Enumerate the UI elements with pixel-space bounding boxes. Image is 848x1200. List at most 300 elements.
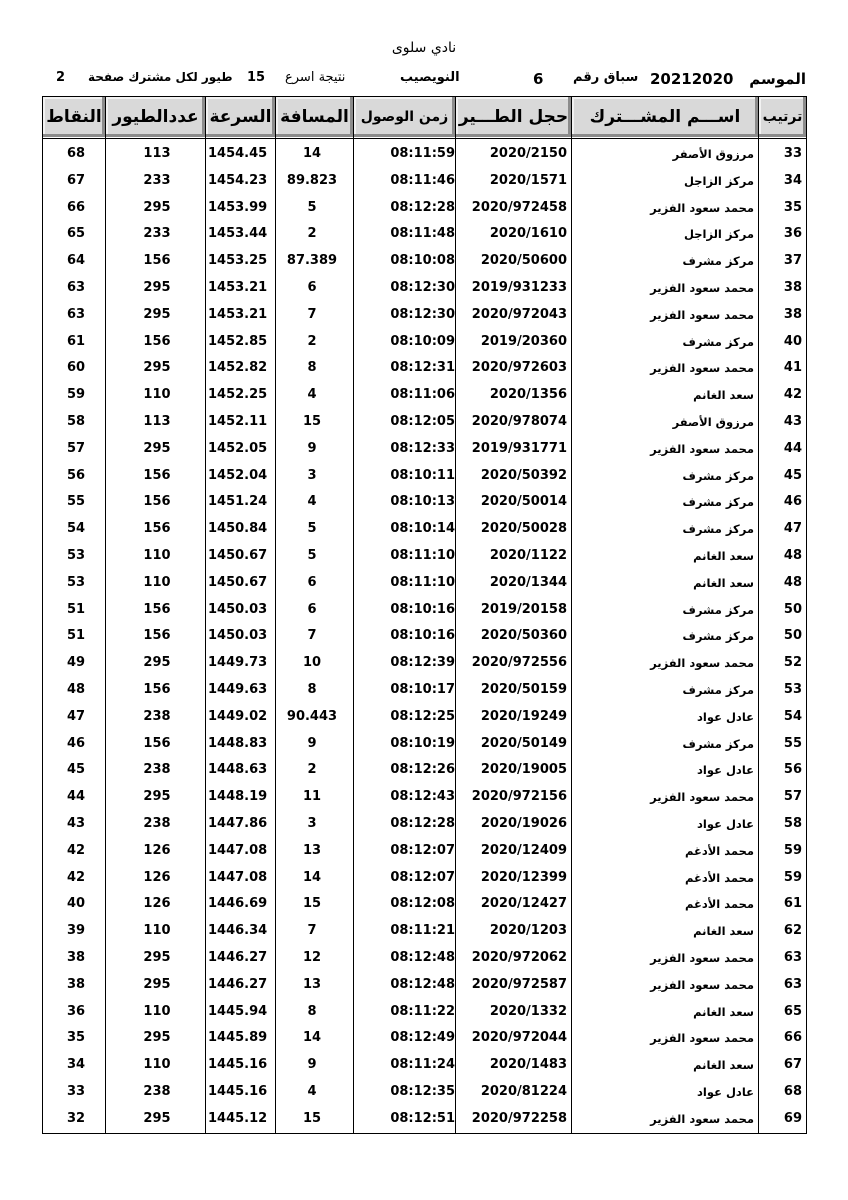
cell-distance: 8: [307, 682, 317, 697]
cell-member: محمد سعود الفزير: [650, 977, 754, 992]
cell-member: مركز مشرف: [682, 495, 754, 510]
cell-speed: 1446.27: [208, 976, 268, 992]
cell-birds: 295: [143, 789, 171, 805]
table-row: [42, 999, 807, 1026]
header-divider: [42, 138, 807, 139]
cell-distance: 13: [302, 842, 322, 858]
table-row: [42, 597, 807, 624]
table-row: [42, 1052, 807, 1079]
cell-member: محمد سعود الفزير: [650, 307, 754, 322]
cell-arrival: 08:10:16: [390, 601, 455, 617]
cell-speed: 1447.08: [208, 842, 268, 858]
table-row: [42, 891, 807, 918]
cell-speed: 1452.25: [208, 387, 268, 403]
cell-arrival: 08:10:16: [390, 628, 455, 644]
cell-member: محمد سعود الفزير: [650, 361, 754, 376]
cell-rank: 53: [783, 682, 802, 697]
cell-distance: 10: [302, 655, 322, 671]
cell-birds: 295: [143, 199, 171, 215]
cell-rank: 61: [783, 896, 802, 912]
table-row: [42, 570, 807, 597]
cell-arrival: 08:11:59: [390, 146, 455, 161]
table-row: [42, 302, 807, 329]
cell-distance: 5: [307, 199, 317, 215]
cell-distance: 14: [302, 869, 322, 885]
table-row: [42, 784, 807, 811]
cell-points: 53: [66, 574, 86, 590]
table-row: [42, 704, 807, 731]
cell-speed: 1450.03: [208, 628, 268, 644]
header-points: النقاط: [43, 97, 105, 137]
cell-points: 67: [66, 172, 86, 188]
table-row: [42, 838, 807, 865]
cell-arrival: 08:11:46: [390, 172, 455, 188]
cell-ring: 2020/972043: [471, 306, 567, 322]
cell-member: عادل عواد: [697, 763, 754, 778]
cell-arrival: 08:12:35: [390, 1084, 455, 1099]
cell-birds: 156: [143, 628, 171, 644]
cell-birds: 110: [143, 574, 171, 590]
cell-rank: 38: [783, 280, 802, 295]
cell-birds: 113: [143, 146, 171, 161]
cell-points: 36: [66, 1003, 86, 1019]
table-row: [42, 329, 807, 356]
cell-distance: 2: [307, 333, 317, 349]
cell-rank: 56: [783, 762, 802, 778]
cell-member: محمد سعود الفزير: [650, 951, 754, 965]
cell-rank: 42: [783, 387, 802, 403]
race-number: 6: [533, 70, 544, 88]
cell-member: محمد سعود الفزير: [650, 281, 754, 295]
cell-arrival: 08:12:48: [390, 950, 455, 965]
cell-points: 34: [66, 1057, 86, 1073]
cell-member: محمد الأدغم: [684, 897, 754, 912]
cell-speed: 1452.05: [208, 440, 268, 456]
cell-distance: 15: [302, 896, 322, 912]
cell-speed: 1450.67: [208, 574, 268, 590]
cell-birds: 156: [143, 494, 171, 510]
cell-points: 51: [66, 601, 86, 617]
cell-distance: 2: [307, 226, 317, 242]
cell-member: مركز مشرف: [682, 334, 754, 349]
cell-speed: 1454.45: [208, 146, 268, 161]
cell-arrival: 08:10:17: [390, 682, 455, 697]
cell-birds: 110: [143, 1057, 171, 1073]
table-row: [42, 436, 807, 463]
cell-birds: 295: [143, 360, 171, 376]
cell-birds: 156: [143, 601, 171, 617]
table-row: [42, 811, 807, 838]
cell-distance: 4: [307, 1084, 317, 1099]
cell-ring: 2019/20158: [480, 601, 567, 617]
cell-speed: 1454.23: [208, 172, 268, 188]
cell-speed: 1453.21: [208, 280, 268, 295]
cell-member: عادل عواد: [697, 1085, 754, 1099]
cell-rank: 62: [783, 923, 802, 939]
cell-speed: 1448.83: [208, 735, 268, 751]
cell-distance: 15: [302, 414, 322, 429]
cell-speed: 1449.63: [208, 682, 268, 697]
cell-birds: 113: [143, 414, 171, 429]
cell-birds: 238: [143, 762, 171, 778]
header-ring: حجل الطـــير: [456, 97, 571, 137]
cell-birds: 156: [143, 467, 171, 483]
header-speed: السرعة: [206, 97, 275, 137]
cell-distance: 3: [307, 467, 317, 483]
page-number: 2: [56, 70, 66, 85]
table-row: [42, 972, 807, 999]
cell-arrival: 08:12:49: [390, 1030, 455, 1046]
cell-member: مركز مشرف: [682, 629, 754, 644]
cell-points: 39: [66, 923, 86, 939]
cell-distance: 90.443: [286, 708, 338, 724]
cell-rank: 33: [783, 146, 802, 161]
cell-speed: 1445.16: [208, 1084, 268, 1099]
cell-points: 54: [66, 521, 86, 537]
cell-arrival: 08:11:48: [390, 226, 455, 242]
cell-member: مرزوق الأصفر: [672, 415, 754, 429]
cell-birds: 295: [143, 280, 171, 295]
cell-points: 57: [66, 440, 86, 456]
cell-rank: 58: [783, 816, 802, 831]
cell-rank: 34: [783, 172, 802, 188]
cell-points: 43: [66, 816, 86, 831]
cell-ring: 2020/1483: [489, 1057, 567, 1073]
cell-distance: 11: [302, 789, 322, 805]
cell-points: 44: [66, 789, 86, 805]
table-row: [42, 677, 807, 704]
cell-birds: 238: [143, 816, 171, 831]
cell-birds: 110: [143, 923, 171, 939]
cell-member: محمد سعود الفزير: [650, 441, 754, 456]
cell-arrival: 08:12:43: [390, 789, 455, 805]
cell-ring: 2020/50600: [480, 253, 567, 269]
cell-points: 47: [66, 708, 86, 724]
cell-member: محمد سعود الفزير: [650, 200, 754, 215]
cell-rank: 48: [783, 574, 802, 590]
cell-ring: 2020/50392: [480, 467, 567, 483]
cell-distance: 3: [307, 816, 317, 831]
cell-birds: 126: [143, 842, 171, 858]
cell-member: سعد الغانم: [693, 388, 754, 403]
cell-distance: 6: [307, 574, 317, 590]
cell-member: محمد الأدغم: [684, 870, 754, 885]
cell-speed: 1452.82: [208, 360, 268, 376]
cell-member: محمد سعود الفزير: [650, 1031, 754, 1046]
cell-points: 63: [66, 280, 86, 295]
cell-arrival: 08:12:39: [390, 655, 455, 671]
cell-rank: 57: [783, 789, 802, 805]
cell-points: 58: [66, 414, 86, 429]
cell-ring: 2019/931771: [471, 440, 567, 456]
cell-birds: 110: [143, 548, 171, 563]
cell-rank: 37: [783, 253, 802, 269]
cell-birds: 156: [143, 521, 171, 537]
cell-arrival: 08:12:30: [390, 306, 455, 322]
cell-speed: 1453.44: [208, 226, 268, 242]
cell-member: مركز الزاجل: [683, 173, 754, 188]
cell-points: 53: [66, 548, 86, 563]
cell-rank: 48: [783, 548, 802, 563]
cell-rank: 45: [783, 467, 802, 483]
cell-speed: 1449.73: [208, 655, 268, 671]
cell-speed: 1453.25: [208, 253, 268, 269]
cell-arrival: 08:11:10: [390, 548, 455, 563]
season-value: 20212020: [650, 70, 734, 88]
cell-member: مركز الزاجل: [683, 227, 754, 242]
cell-ring: 2020/1332: [489, 1003, 567, 1019]
cell-distance: 9: [307, 735, 317, 751]
cell-birds: 110: [143, 387, 171, 403]
cell-arrival: 08:12:08: [390, 896, 455, 912]
table-row: [42, 248, 807, 275]
cell-distance: 8: [307, 1003, 317, 1019]
table-row: [42, 463, 807, 490]
cell-arrival: 08:12:26: [390, 762, 455, 778]
cell-member: مركز مشرف: [682, 602, 754, 617]
cell-distance: 4: [307, 494, 317, 510]
cell-speed: 1451.24: [208, 494, 268, 510]
cell-points: 42: [66, 842, 86, 858]
table-row: [42, 623, 807, 650]
cell-rank: 46: [783, 494, 802, 510]
cell-ring: 2020/19005: [480, 762, 567, 778]
cell-speed: 1449.02: [208, 708, 268, 724]
table-row: [42, 865, 807, 892]
cell-arrival: 08:10:19: [390, 735, 455, 751]
cell-distance: 87.389: [286, 253, 338, 269]
cell-rank: 65: [783, 1003, 802, 1019]
cell-speed: 1450.03: [208, 601, 268, 617]
cell-arrival: 08:12:31: [390, 360, 455, 376]
cell-points: 61: [66, 333, 86, 349]
birds-count: 15: [247, 70, 266, 85]
cell-points: 68: [66, 146, 86, 161]
cell-points: 40: [66, 896, 86, 912]
cell-ring: 2020/50159: [480, 682, 567, 697]
table-row: [42, 221, 807, 248]
cell-speed: 1452.85: [208, 333, 268, 349]
cell-member: سعد الغانم: [693, 1004, 754, 1019]
cell-member: محمد سعود الفزير: [650, 1111, 754, 1126]
cell-rank: 55: [783, 735, 802, 751]
cell-ring: 2020/972587: [471, 976, 567, 992]
cell-speed: 1448.19: [208, 789, 268, 805]
cell-rank: 68: [783, 1084, 802, 1099]
cell-distance: 6: [307, 601, 317, 617]
cell-ring: 2020/972156: [471, 789, 567, 805]
cell-birds: 156: [143, 333, 171, 349]
cell-points: 32: [66, 1110, 86, 1126]
cell-birds: 295: [143, 976, 171, 992]
cell-points: 51: [66, 628, 86, 644]
cell-ring: 2020/972044: [471, 1030, 567, 1046]
cell-speed: 1450.84: [208, 521, 268, 537]
cell-rank: 44: [783, 440, 802, 456]
cell-ring: 2020/972062: [471, 950, 567, 965]
club-title: نادي سلوى: [391, 40, 457, 56]
cell-ring: 2020/50014: [480, 494, 567, 510]
cell-arrival: 08:11:10: [390, 574, 455, 590]
cell-points: 46: [66, 735, 86, 751]
cell-rank: 67: [783, 1057, 802, 1073]
cell-birds: 233: [143, 172, 171, 188]
table-row: [42, 409, 807, 436]
table-row: [42, 1079, 807, 1106]
cell-distance: 6: [307, 280, 317, 295]
cell-birds: 156: [143, 682, 171, 697]
cell-ring: 2020/19249: [480, 708, 567, 724]
cell-birds: 238: [143, 1084, 171, 1099]
cell-ring: 2019/20360: [480, 333, 567, 349]
table-row: [42, 543, 807, 570]
cell-arrival: 08:12:48: [390, 976, 455, 992]
cell-points: 38: [66, 976, 86, 992]
cell-arrival: 08:10:09: [390, 333, 455, 349]
cell-birds: 156: [143, 253, 171, 269]
cell-distance: 7: [307, 628, 317, 644]
cell-rank: 50: [783, 628, 802, 644]
cell-rank: 36: [783, 226, 802, 242]
cell-speed: 1445.94: [208, 1003, 268, 1019]
cell-member: محمد سعود الفزير: [650, 656, 754, 671]
cell-speed: 1446.69: [208, 896, 268, 912]
cell-points: 35: [66, 1030, 86, 1046]
cell-speed: 1453.99: [208, 199, 268, 215]
cell-speed: 1452.11: [208, 414, 268, 429]
cell-member: سعد الغانم: [693, 1058, 754, 1073]
cell-speed: 1446.27: [208, 950, 268, 965]
cell-points: 45: [66, 762, 86, 778]
cell-rank: 43: [783, 414, 802, 429]
cell-birds: 295: [143, 655, 171, 671]
cell-rank: 54: [783, 708, 802, 724]
cell-ring: 2020/81224: [480, 1084, 567, 1099]
cell-points: 59: [66, 387, 86, 403]
cell-arrival: 08:10:13: [390, 494, 455, 510]
cell-ring: 2020/50149: [480, 735, 567, 751]
cell-distance: 5: [307, 521, 317, 537]
cell-rank: 47: [783, 521, 802, 537]
cell-distance: 14: [302, 1030, 322, 1046]
cell-distance: 7: [307, 923, 317, 939]
cell-points: 48: [66, 682, 86, 697]
cell-member: مركز مشرف: [682, 683, 754, 697]
cell-speed: 1450.67: [208, 548, 268, 563]
cell-arrival: 08:11:22: [390, 1003, 455, 1019]
cell-rank: 40: [783, 333, 802, 349]
cell-arrival: 08:12:28: [390, 199, 455, 215]
cell-speed: 1448.63: [208, 762, 268, 778]
cell-rank: 59: [783, 869, 802, 885]
cell-arrival: 08:11:24: [390, 1057, 455, 1073]
cell-birds: 295: [143, 440, 171, 456]
cell-distance: 7: [307, 306, 317, 322]
cell-points: 42: [66, 869, 86, 885]
cell-birds: 110: [143, 1003, 171, 1019]
cell-member: مركز مشرف: [682, 468, 754, 483]
cell-birds: 238: [143, 708, 171, 724]
cell-birds: 233: [143, 226, 171, 242]
cell-rank: 38: [783, 306, 802, 322]
table-row: [42, 195, 807, 222]
cell-distance: 12: [302, 950, 322, 965]
cell-arrival: 08:12:05: [390, 414, 455, 429]
cell-birds: 295: [143, 1110, 171, 1126]
cell-arrival: 08:11:06: [390, 387, 455, 403]
table-row: [42, 945, 807, 972]
cell-arrival: 08:12:07: [390, 842, 455, 858]
cell-speed: 1447.08: [208, 869, 268, 885]
cell-ring: 2020/1122: [489, 548, 567, 563]
cell-distance: 5: [307, 548, 317, 563]
race-label: سباق رقم: [573, 70, 639, 85]
cell-ring: 2020/1203: [489, 923, 567, 939]
cell-ring: 2020/50360: [480, 628, 567, 644]
cell-ring: 2020/972258: [471, 1110, 567, 1126]
cell-distance: 2: [307, 762, 317, 778]
cell-ring: 2020/19026: [480, 816, 567, 831]
cell-arrival: 08:12:28: [390, 816, 455, 831]
table-row: [42, 757, 807, 784]
table-row: [42, 731, 807, 758]
cell-arrival: 08:12:51: [390, 1110, 455, 1126]
table-row: [42, 355, 807, 382]
cell-points: 55: [66, 494, 86, 510]
cell-member: محمد الأدغم: [684, 843, 754, 858]
cell-points: 33: [66, 1084, 86, 1099]
cell-ring: 2020/12409: [480, 842, 567, 858]
cell-rank: 35: [783, 199, 802, 215]
cell-rank: 50: [783, 601, 802, 617]
season-label: الموسم: [749, 70, 806, 88]
cell-speed: 1445.89: [208, 1030, 268, 1046]
cell-ring: 2020/50028: [480, 521, 567, 537]
cell-rank: 52: [783, 655, 802, 671]
cell-birds: 156: [143, 735, 171, 751]
cell-distance: 9: [307, 1057, 317, 1073]
cell-points: 64: [66, 253, 86, 269]
cell-birds: 295: [143, 950, 171, 965]
cell-points: 38: [66, 950, 86, 965]
cell-speed: 1452.04: [208, 467, 268, 483]
table-row: [42, 1025, 807, 1052]
cell-arrival: 08:12:25: [390, 708, 455, 724]
cell-ring: 2020/2150: [489, 146, 567, 161]
result-label: نتيجة اسرع: [285, 70, 346, 85]
header-rank: ترتيب: [759, 97, 806, 137]
cell-ring: 2019/931233: [471, 280, 567, 295]
cell-arrival: 08:10:14: [390, 521, 455, 537]
table-row: [42, 141, 807, 168]
cell-points: 63: [66, 306, 86, 322]
cell-distance: 9: [307, 440, 317, 456]
table-row: [42, 516, 807, 543]
cell-points: 49: [66, 655, 86, 671]
cell-rank: 59: [783, 842, 802, 858]
cell-ring: 2020/1344: [489, 574, 567, 590]
cell-member: مركز مشرف: [682, 254, 754, 269]
cell-ring: 2020/1356: [489, 387, 567, 403]
cell-member: مركز مشرف: [682, 522, 754, 537]
cell-speed: 1446.34: [208, 923, 268, 939]
cell-points: 60: [66, 360, 86, 376]
table-row: [42, 382, 807, 409]
cell-speed: 1447.86: [208, 816, 268, 831]
cell-birds: 295: [143, 1030, 171, 1046]
cell-arrival: 08:11:21: [390, 923, 455, 939]
cell-ring: 2020/972458: [471, 199, 567, 215]
